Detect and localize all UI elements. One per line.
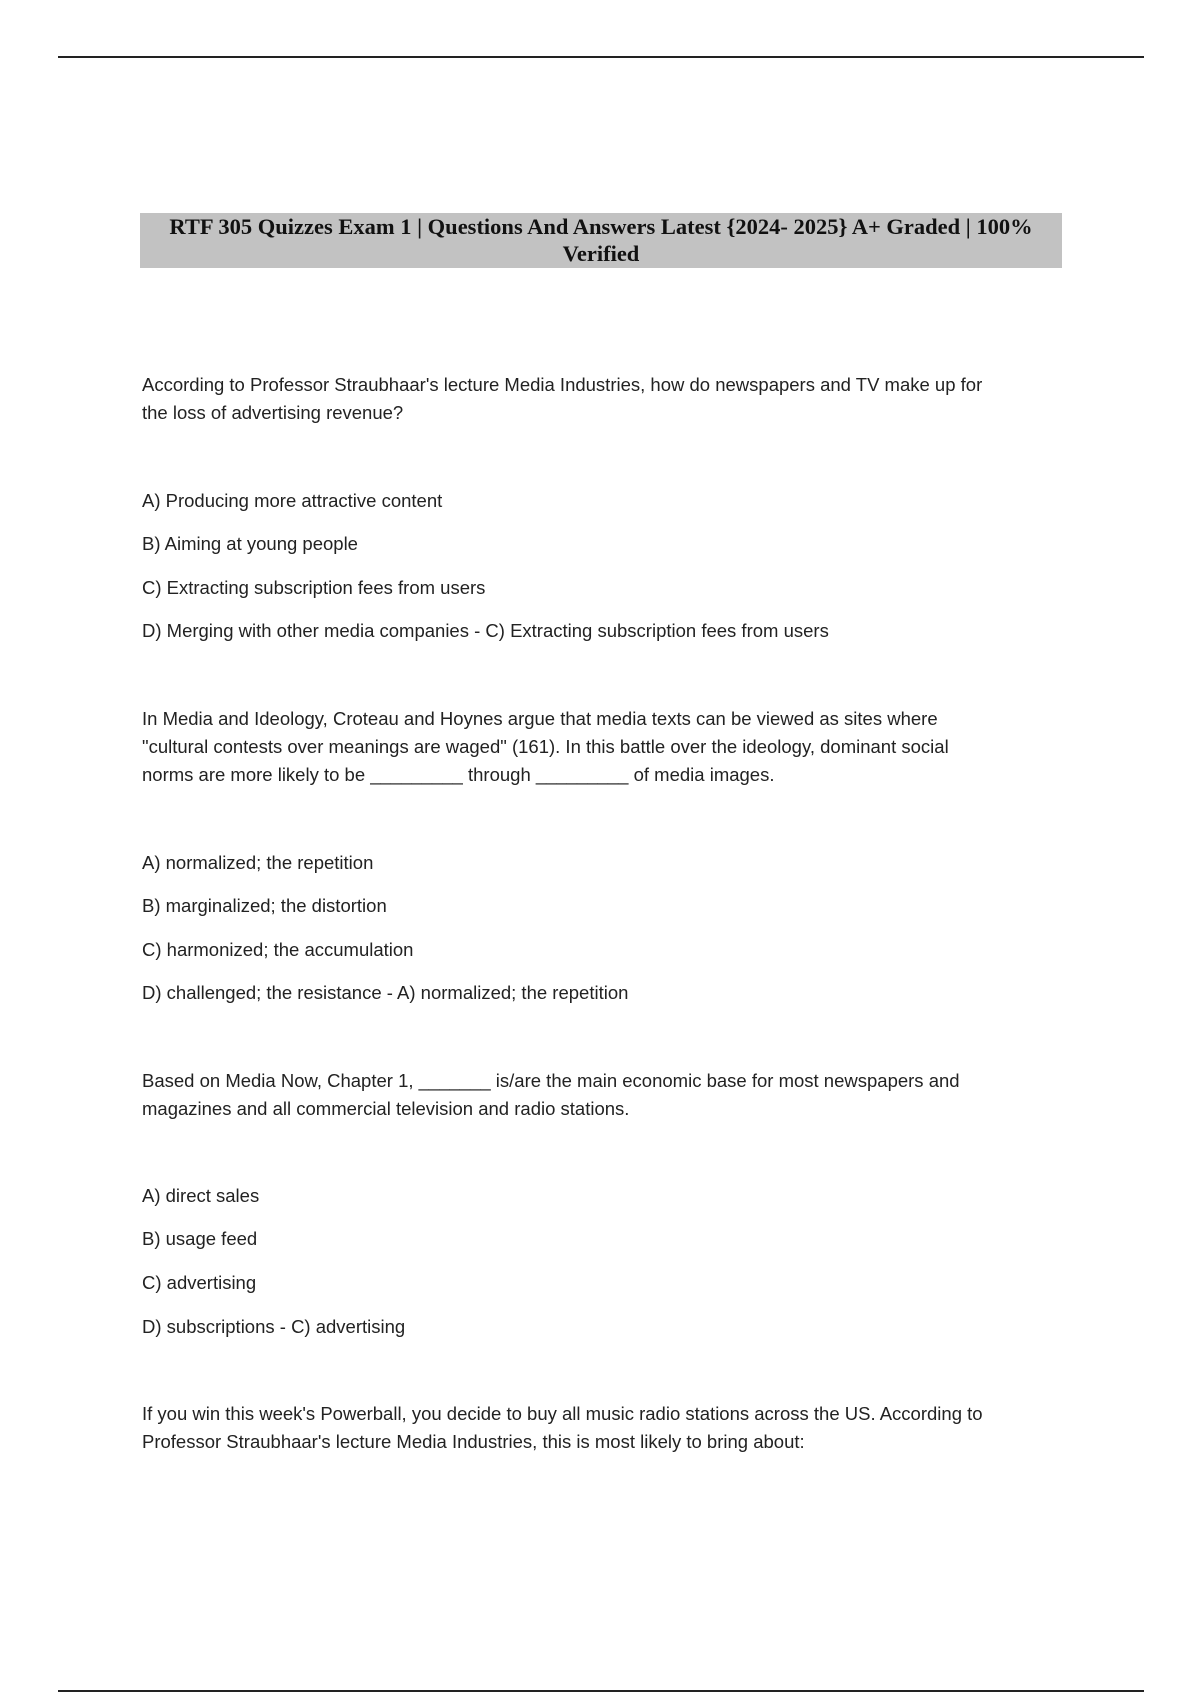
question-line: According to Professor Straubhaar's lecture Media Industries, how do newspapers and TV make up for: [142, 374, 983, 395]
question-2-option-c: C) harmonized; the accumulation: [142, 939, 414, 960]
question-2-text: [142, 705, 1062, 789]
question-line: In Media and Ideology, Croteau and Hoynes argue that media texts can be viewed as sites where: [142, 708, 938, 729]
question-3-option-d-answer: D) subscriptions - C) advertising: [142, 1316, 406, 1337]
question-2-option-a: A) normalized; the repetition: [142, 852, 374, 873]
title-line-1: RTF 305 Quizzes Exam 1 | Questions And Answers Latest {2024- 2025} A+ Graded | 100%: [169, 214, 1033, 239]
question-3-text: [142, 1067, 1062, 1123]
question-3-option-b: B) usage feed: [142, 1228, 258, 1249]
question-2-option-b: B) marginalized; the distortion: [142, 895, 387, 916]
question-line: norms are more likely to be _________ through _________ of media images.: [142, 764, 775, 785]
question-1-option-c: C) Extracting subscription fees from users: [142, 577, 486, 598]
question-line: magazines and all commercial television and radio stations.: [142, 1098, 630, 1119]
question-line: "cultural contests over meanings are waged" (161). In this battle over the ideology, dominant social: [142, 736, 949, 757]
question-1-option-a: A) Producing more attractive content: [142, 490, 443, 511]
question-1-option-b: B) Aiming at young people: [142, 533, 358, 554]
question-2-option-d-answer: D) challenged; the resistance - A) normalized; the repetition: [142, 982, 629, 1003]
question-1-text: [142, 371, 1062, 427]
top-rule: [58, 56, 1144, 58]
question-line: Based on Media Now, Chapter 1, _______ is/are the main economic base for most newspapers and: [142, 1070, 960, 1091]
question-line: Professor Straubhaar's lecture Media Industries, this is most likely to bring about:: [142, 1431, 805, 1452]
question-line: If you win this week's Powerball, you decide to buy all music radio stations across the US. According to: [142, 1403, 983, 1424]
title-line-2: Verified: [562, 241, 640, 266]
question-1-option-d-answer: D) Merging with other media companies - C) Extracting subscription fees from users: [142, 620, 829, 641]
question-3-option-c: C) advertising: [142, 1272, 257, 1293]
question-3-option-a: A) direct sales: [142, 1185, 260, 1206]
document-title: [140, 213, 1062, 268]
question-4-text: [142, 1400, 1062, 1456]
question-line: the loss of advertising revenue?: [142, 402, 404, 423]
bottom-rule: [58, 1690, 1144, 1692]
